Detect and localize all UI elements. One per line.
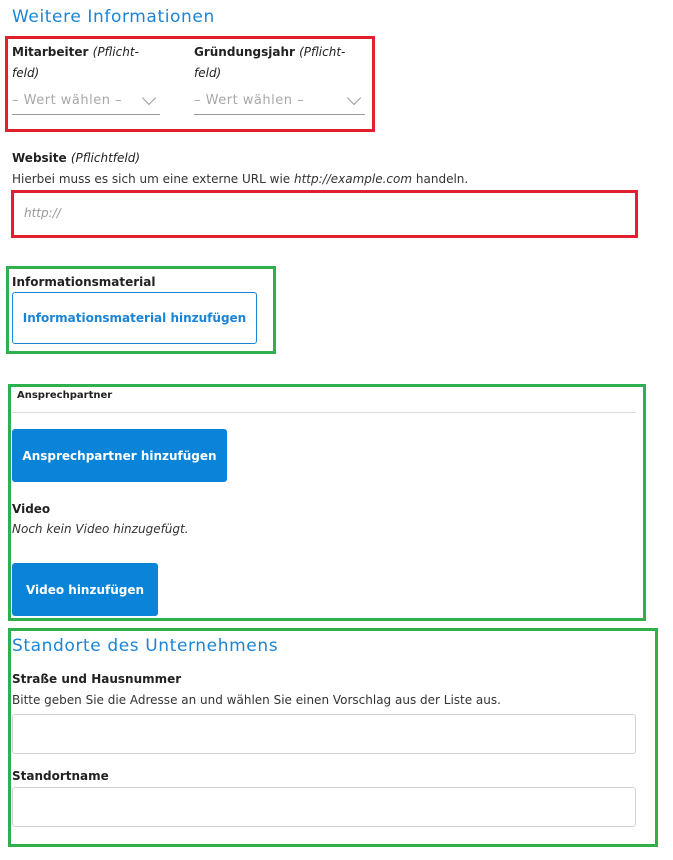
section-title-more-info: Weitere Informationen	[12, 7, 215, 27]
founding-year-select-placeholder: – Wert wählen –	[194, 93, 305, 108]
founding-year-required-hint: (Pflicht-	[299, 45, 346, 59]
chevron-down-icon	[142, 91, 156, 105]
street-help-text: Bitte geben Sie die Adresse an und wählen Sie einen Vorschlag aus der Liste aus.	[12, 693, 501, 707]
street-label: Straße und Hausnummer	[12, 672, 182, 686]
chevron-down-icon	[347, 91, 361, 105]
website-input[interactable]	[14, 193, 635, 235]
website-label-text: Website	[12, 151, 67, 165]
website-help-prefix: Hierbei muss es sich um eine externe URL wie	[12, 172, 291, 186]
add-video-button[interactable]: Video hinzufügen	[12, 563, 158, 616]
employees-select[interactable]	[12, 92, 160, 115]
video-empty-text: Noch kein Video hinzugefügt.	[12, 522, 189, 536]
employees-label	[12, 42, 139, 84]
founding-year-required-hint-cont: feld)	[194, 66, 222, 80]
video-label: Video	[12, 502, 51, 516]
employees-label-text: Mitarbeiter	[12, 45, 89, 59]
section-title-locations: Standorte des Unternehmens	[12, 636, 279, 656]
website-help-text	[12, 172, 468, 186]
location-name-label: Standortname	[12, 769, 109, 783]
website-help-suffix: handeln.	[415, 172, 469, 186]
website-required-hint: (Pflichtfeld)	[70, 151, 141, 165]
website-label	[12, 151, 140, 165]
employees-select-placeholder: – Wert wählen –	[12, 93, 123, 108]
founding-year-select[interactable]	[194, 92, 365, 115]
employees-required-hint-cont: feld)	[12, 66, 40, 80]
divider	[12, 412, 636, 413]
employees-required-hint: (Pflicht-	[92, 45, 139, 59]
add-info-material-button[interactable]: Informationsmaterial hinzufügen	[12, 292, 257, 344]
location-name-input[interactable]	[12, 787, 636, 827]
contact-label: Ansprechpartner	[17, 390, 113, 401]
website-input-placeholder: http://	[24, 206, 61, 220]
add-contact-button[interactable]: Ansprechpartner hinzufügen	[12, 429, 227, 482]
website-help-example: http://example.com	[293, 172, 413, 186]
founding-year-label-text: Gründungsjahr	[194, 45, 295, 59]
founding-year-label	[194, 42, 345, 84]
street-input[interactable]	[12, 714, 636, 754]
info-material-label: Informationsmaterial	[12, 275, 156, 289]
